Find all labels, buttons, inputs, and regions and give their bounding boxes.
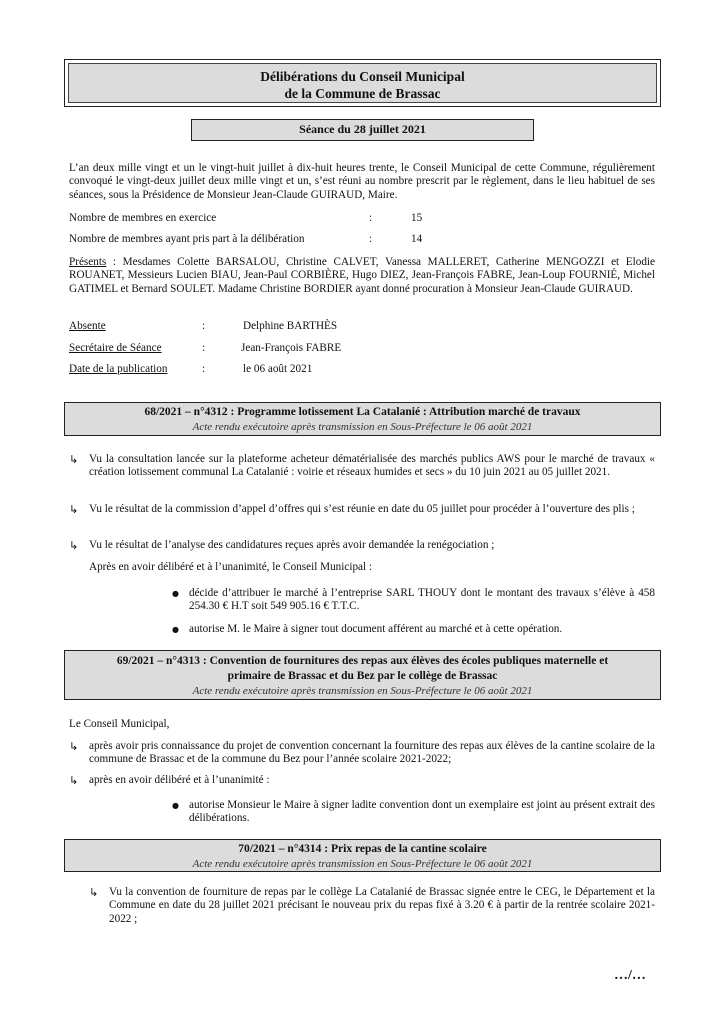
- hooked-arrow-icon: ↳: [69, 503, 79, 516]
- section-70-item-1-text: Vu la convention de fourniture de repas par le collège La Catalanié de Brassac signée entre le CEG, le Département et la Commune en date du 28 juillet 2021 précisant le nouveau prix du repas fixé à 3.20 € à partir de la rentrée scolaire 2021-2022 ;: [109, 886, 655, 925]
- membres-deliberation-colon: :: [369, 233, 373, 245]
- membres-exercice-colon: :: [369, 212, 373, 224]
- absente-row: [69, 320, 655, 334]
- membres-exercice-row: [69, 212, 655, 226]
- section-70-title: 70/2021 – n°4314 : Prix repas de la cantine scolaire: [238, 843, 487, 855]
- section-69-item-1: [69, 740, 655, 767]
- bullet-dot-icon: ●: [172, 801, 179, 810]
- publication-colon: :: [202, 363, 206, 375]
- section-69-header: [64, 650, 661, 700]
- section-69-item-2-text: après en avoir délibéré et à l’unanimité :: [89, 774, 270, 786]
- presents-text: : Mesdames Colette BARSALOU, Christine CALVET, Vanessa MALLERET, Catherine MENGOZZI et Elodie ROUANET, Messieurs Lucien BIAU, Jean-Paul CORBIÈRE, Hugo DIEZ, Jean-François FABRE, Jean-Loup FOURNIÉ, Michel GATIMEL et Bernard SOULET. Madame Christine BORDIER ayant donné procuration à Monsieur Jean-Claude GUIRAUD.: [69, 256, 655, 295]
- section-68-item-2: [69, 503, 655, 516]
- bullet-dot-icon: ●: [172, 589, 179, 598]
- document-title-line1: Délibérations du Conseil Municipal: [260, 69, 465, 84]
- section-69-bullet-1-text: autorise Monsieur le Maire à signer ladite convention dont un exemplaire est joint au présent extrait des délibérations.: [189, 799, 655, 825]
- section-68-item-1: [69, 453, 655, 480]
- section-70-header: [64, 839, 661, 872]
- section-69-bullet-1: [172, 799, 655, 826]
- publication-value: le 06 août 2021: [243, 363, 313, 375]
- intro-paragraph: L’an deux mille vingt et un le vingt-huit juillet à dix-huit heures trente, le Conseil Municipal de cette Commune, régulièrement convoqué le vingt-deux juillet deux mille vingt et un, s’est réuni au nombre prescrit par le règlement, dans le lieu habituel de ses séances, sous la Présidence de Monsieur Jean-Claude GUIRAUD, Maire.: [69, 162, 655, 201]
- membres-deliberation-label: Nombre de membres ayant pris part à la délibération: [69, 233, 305, 245]
- presents-label: Présents: [69, 256, 107, 268]
- seance-box: [191, 119, 534, 141]
- secretaire-value: Jean-François FABRE: [241, 342, 342, 354]
- page-continuation-marker: …/…: [614, 968, 646, 983]
- hooked-arrow-icon: ↳: [69, 774, 79, 787]
- section-69-intro: Le Conseil Municipal,: [69, 718, 170, 730]
- section-69-item-1-text: après avoir pris connaissance du projet de convention concernant la fourniture des repas aux élèves de la cantine scolaire de la commune de Brassac et de la commune du Bez pour l’année scolaire 2021-2022;: [89, 740, 655, 766]
- hooked-arrow-icon: ↳: [69, 453, 79, 466]
- section-68-item-2-text: Vu le résultat de la commission d’appel d’offres qui s’est réunie en date du 05 juillet pour procéder à l’ouverture des plis ;: [89, 503, 635, 515]
- section-69-title-line2: primaire de Brassac et du Bez par le collège de Brassac: [227, 670, 498, 682]
- presents-paragraph: [69, 256, 655, 296]
- header-title-frame: [64, 59, 661, 107]
- section-68-bullet-2-text: autorise M. le Maire à signer tout document afférent au marché et à cette opération.: [189, 623, 563, 635]
- membres-exercice-label: Nombre de membres en exercice: [69, 212, 217, 224]
- secretaire-row: [69, 342, 655, 356]
- secretaire-label: Secrétaire de Séance: [69, 342, 162, 354]
- bullet-dot-icon: ●: [172, 625, 179, 634]
- membres-deliberation-value: 14: [411, 233, 423, 245]
- section-69-subtitle: Acte rendu exécutoire après transmission en Sous-Préfecture le 06 août 2021: [192, 685, 533, 697]
- section-68-item-3: [69, 539, 655, 552]
- section-68-title: 68/2021 – n°4312 : Programme lotissement La Catalanié : Attribution marché de travaux: [144, 406, 581, 418]
- section-68-decision-intro: Après en avoir délibéré et à l’unanimité, le Conseil Municipal :: [89, 561, 373, 573]
- section-68-bullet-1: [172, 587, 655, 614]
- section-68-bullet-2: [172, 623, 655, 636]
- section-68-item-1-text: Vu la consultation lancée sur la plateforme acheteur dématérialisée des marchés publics AWS pour le marché de travaux « création lotissement communal La Catalanié : voirie et réseaux humides et secs » du 10 juin 2021 au 05 juillet 2021.: [89, 453, 655, 479]
- hooked-arrow-icon: ↳: [89, 886, 99, 899]
- secretaire-colon: :: [202, 342, 206, 354]
- section-70-subtitle: Acte rendu exécutoire après transmission en Sous-Préfecture le 06 août 2021: [192, 858, 533, 870]
- absente-label: Absente: [69, 320, 106, 332]
- section-68-subtitle: Acte rendu exécutoire après transmission en Sous-Préfecture le 06 août 2021: [192, 421, 533, 433]
- header-title-box: [68, 63, 657, 103]
- section-68-bullet-1-text: décide d’attribuer le marché à l’entreprise SARL THOUY dont le montant des travaux s’élève à 458 254.30 € H.T soit 549 905.16 € T.T.C.: [189, 587, 655, 613]
- membres-deliberation-row: [69, 233, 655, 247]
- section-68-header: [64, 402, 661, 436]
- absente-value: Delphine BARTHÈS: [243, 320, 338, 332]
- section-69-title-line1: 69/2021 – n°4313 : Convention de fournitures des repas aux élèves des écoles publiques maternelle et: [116, 655, 609, 667]
- publication-row: [69, 363, 655, 377]
- section-68-item-3-text: Vu le résultat de l’analyse des candidatures reçues après avoir demandée la renégociation ;: [89, 539, 495, 551]
- document-title-line2: de la Commune de Brassac: [284, 86, 441, 101]
- membres-exercice-value: 15: [411, 212, 423, 224]
- absente-colon: :: [202, 320, 206, 332]
- section-70-item-1: [89, 886, 655, 926]
- publication-label: Date de la publication: [69, 363, 168, 375]
- seance-title: Séance du 28 juillet 2021: [299, 122, 426, 136]
- hooked-arrow-icon: ↳: [69, 539, 79, 552]
- section-69-item-2: [69, 774, 655, 787]
- hooked-arrow-icon: ↳: [69, 740, 79, 753]
